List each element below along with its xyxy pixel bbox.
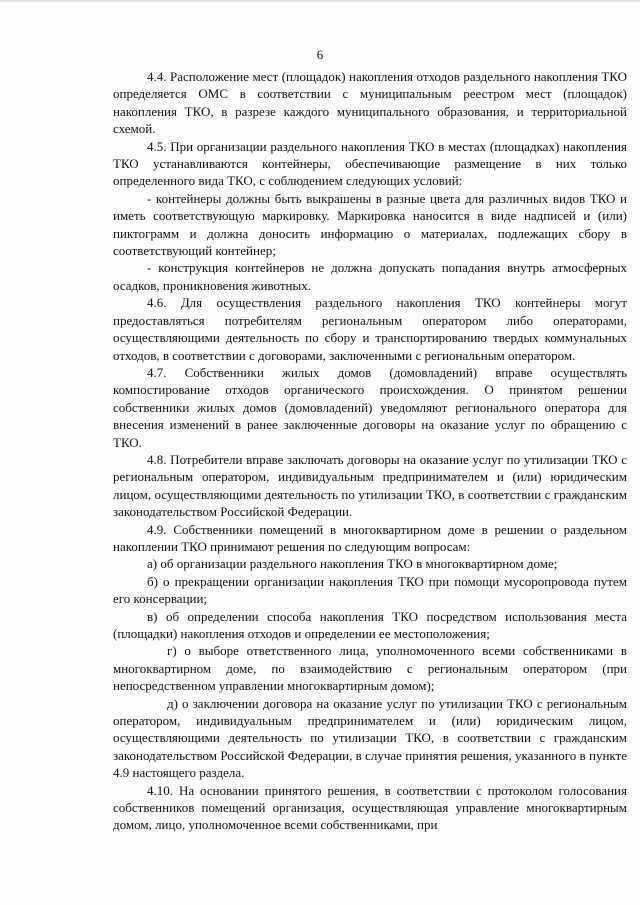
document-body: [113, 68, 627, 834]
list-item-a: а) об организации раздельного накопления ТКО в многоквартирном доме;: [147, 556, 558, 572]
list-item-b: б) о прекращении организации накопления ТКО при помощи мусоропровода путем его консервации;: [113, 573, 627, 607]
paragraph-4-5: 4.5. При организации раздельного накопления ТКО в местах (площадках) накопления ТКО устанавливаются контейнеры, обеспечивающие размещение в них только определенного вида ТКО, с соблюдением следующих условий:: [113, 138, 627, 189]
list-item-g: г) о выборе ответственного лица, уполномоченного всеми собственниками в многоквартирном доме, по взаимодействию с региональным оператором (при непосредственном управлении многоквартирным домом);: [113, 643, 627, 694]
list-item-container-design: - конструкция контейнеров не должна допускать попадания внутрь атмосферных осадков, проникновения животных.: [113, 260, 627, 293]
paragraph-4-7: 4.7. Собственники жилых домов (домовладений) вправе осуществлять компостирование отходов органического происхождения. О принятом решении собственники жилых домов (домовладений) уведомляют регионального оператора для внесения изменений в ранее заключенные договоры на оказание услуг по обращению с ТКО.: [113, 364, 627, 450]
paragraph-4-9: 4.9. Собственники помещений в многоквартирном доме в решении о раздельном накоплении ТКО принимают решения по следующим вопросам:: [113, 521, 627, 554]
page-number: 6: [316, 47, 324, 62]
paragraph-4-6: 4.6. Для осуществления раздельного накопления ТКО контейнеры могут предоставляться потребителям региональным оператором либо операторами, осуществляющими деятельность по сбору и транспортированию твердых коммунальных отходов, в соответствии с договорами, заключенными с региональным оператором.: [113, 295, 627, 363]
list-item-v: в) об определении способа накопления ТКО посредством использования места (площадки) накопления отходов и определении ее местоположения;: [113, 608, 627, 641]
scan-edge: [0, 0, 640, 3]
list-item-container-colors: - контейнеры должны быть выкрашены в разные цвета для различных видов ТКО и иметь соответствующую маркировку. Маркировка наносится в виде надписей и (или) пиктограмм и должна доносить информацию о материалах, подлежащих сбору в соответствующий контейнер;: [113, 190, 627, 259]
list-item-d: д) о заключении договора на оказание услуг по утилизации ТКО с региональным оператором, индивидуальным предпринимателем и (или) юридическим лицом, осуществляющими деятельность по утилизации ТКО, в соответствии с гражданским законодательством Российской Федерации, в случае принятия решения, указанного в пункте 4.9 настоящего раздела.: [113, 695, 627, 781]
paragraph-4-4: 4.4. Расположение мест (площадок) накопления отходов раздельного накопления ТКО определяется ОМС в соответствии с муниципальным реестром мест (площадок) накопления ТКО, в разрезе каждого муниципального образования, и территориальной схемой.: [113, 69, 627, 137]
paragraph-4-8: 4.8. Потребители вправе заключать договоры на оказание услуг по утилизации ТКО с региональным оператором, индивидуальным предпринимателем и (или) юридическим лицом, осуществляющими деятельность по утилизации ТКО, в соответствии с гражданским законодательством Российской Федерации.: [113, 451, 627, 520]
paragraph-4-10: 4.10. На основании принятого решения, в соответствии с протоколом голосования собственников помещений организация, осуществляющая управление многоквартирным домом, лицо, уполномоченное всеми собственниками, при: [113, 782, 627, 833]
